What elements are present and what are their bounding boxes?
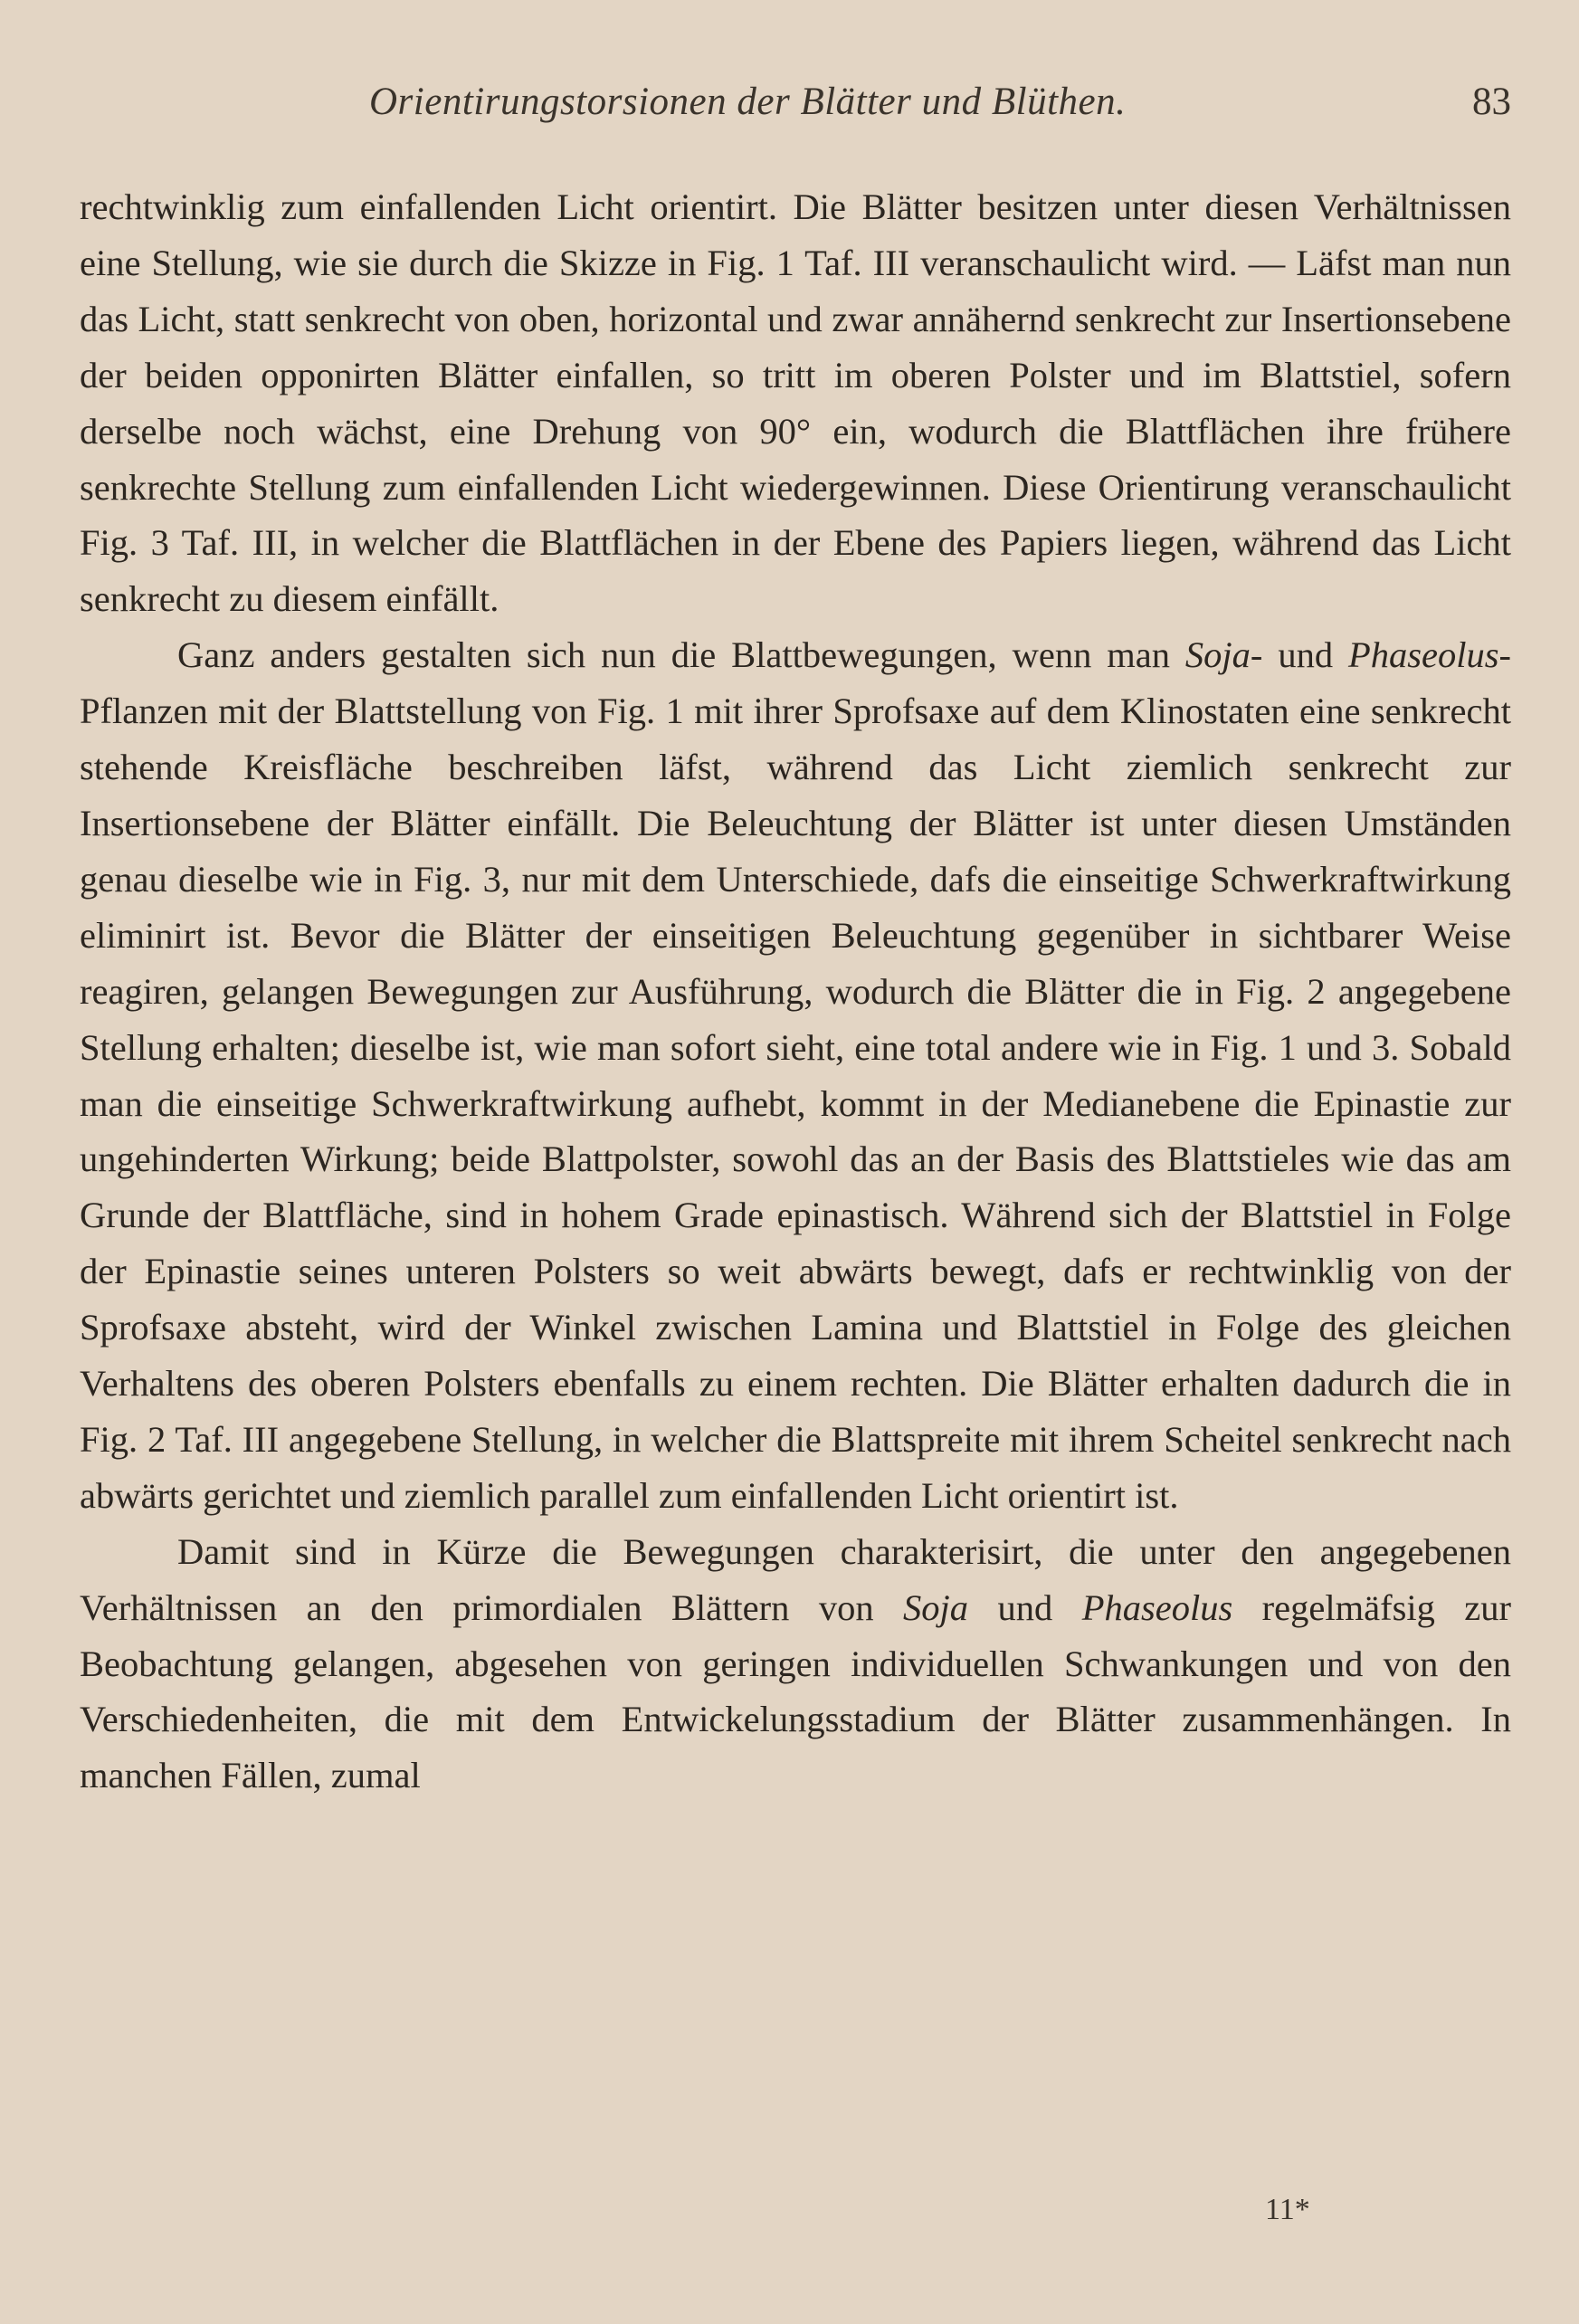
text-run: -Pflanzen mit der Blattstellung von Fig. 1 mit ihrer Sprofsaxe auf dem Klinostaten eine senkrecht stehende Kreisfläche beschreiben läfst, während das Licht ziemlich senkrecht zur Insertionsebene der Blätter einfällt. Die Beleuchtung der Blätter ist unter diesen Umständen genau dieselbe wie in Fig. 3, nur mit dem Unterschiede, dafs die einseitige Schwerkraftwirkung eliminirt ist. Bevor die Blätter der einseitigen Beleuchtung gegenüber in sichtbarer Weise reagiren, gelangen Bewegungen zur Ausführung, wodurch die Blätter die in Fig. 2 angegebene Stellung erhalten; dieselbe ist, wie man sofort sieht, eine total andere wie in Fig. 1 und 3. Sobald man die einseitige Schwerkraftwirkung aufhebt, kommt in der Medianebene die Epinastie zur ungehinderten Wirkung; beide Blattpolster, sowohl das an der Basis des Blattstieles wie das am Grunde der Blattfläche, sind in hohem Grade epinastisch. Während sich der Blattstiel in Folge der Epinastie seines unteren Polsters so weit abwärts bewegt, dafs er rechtwinklig von der Sprofsaxe absteht, wird der Winkel zwischen Lamina und Blattstiel in Folge des gleichen Verhaltens des oberen Polsters ebenfalls zu einem rechten. Die Blätter erhalten dadurch die in Fig. 2 Taf. III angegebene Stellung, in welcher die Blattspreite mit ihrem Scheitel senkrecht nach abwärts gerichtet und ziemlich parallel zum einfallenden Licht orientirt ist. [80, 634, 1512, 1516]
running-header [80, 80, 1511, 134]
signature-mark: 11* [1265, 2193, 1310, 2226]
text-run: Ganz anders gestalten sich nun die Blattbewegungen, wenn man [177, 634, 1185, 676]
text-run: und [968, 1586, 1082, 1628]
page-number: 83 [1472, 81, 1511, 123]
text-run: rechtwinklig zum einfallenden Licht orientirt. Die Blätter besitzen unter diesen Verhältnissen eine Stellung, wie sie durch die Skizze in Fig. 1 Taf. III veranschaulicht wird. — Läfst man nun das Licht, statt senkrecht von oben, horizontal und zwar annähernd senkrecht zur Insertionsebene der beiden opponirten Blätter einfallen, so tritt im oberen Polster und im Blattstiel, sofern derselbe noch wächst, eine Drehung von 90° ein, wodurch die Blattflächen ihre frühere senkrechte Stellung zum einfallenden Licht wiedergewinnen. Diese Orientirung veranschaulicht Fig. 3 Taf. III, in welcher die Blattflächen in der Ebene des Papiers liegen, während das Licht senkrecht zu diesem einfällt. [80, 186, 1511, 620]
text-run: regelmäfsig zur Beobachtung gelangen, abgesehen von geringen individuellen Schwankungen und von den Verschiedenheiten, die mit dem Entwickelungsstadium der Blätter zusammenhängen. In manchen Fällen, zumal [80, 1586, 1512, 1796]
italic-term: Phaseolus [1348, 634, 1499, 676]
paragraph [80, 627, 1511, 1524]
italic-term: Soja [903, 1586, 969, 1628]
body-text [80, 179, 1511, 1804]
paragraph [80, 1524, 1511, 1805]
italic-term: Phaseolus [1081, 1586, 1233, 1628]
text-run: und [1262, 634, 1349, 676]
italic-term: Soja- [1184, 634, 1263, 676]
paragraph [80, 179, 1511, 627]
text-run: Damit sind in Kürze die Bewegungen charakterisirt, die unter den angegebenen Verhältnissen an den primordialen Blättern von [80, 1530, 1511, 1628]
running-title: Orientirungstorsionen der Blätter und Blüthen. [369, 81, 1127, 123]
